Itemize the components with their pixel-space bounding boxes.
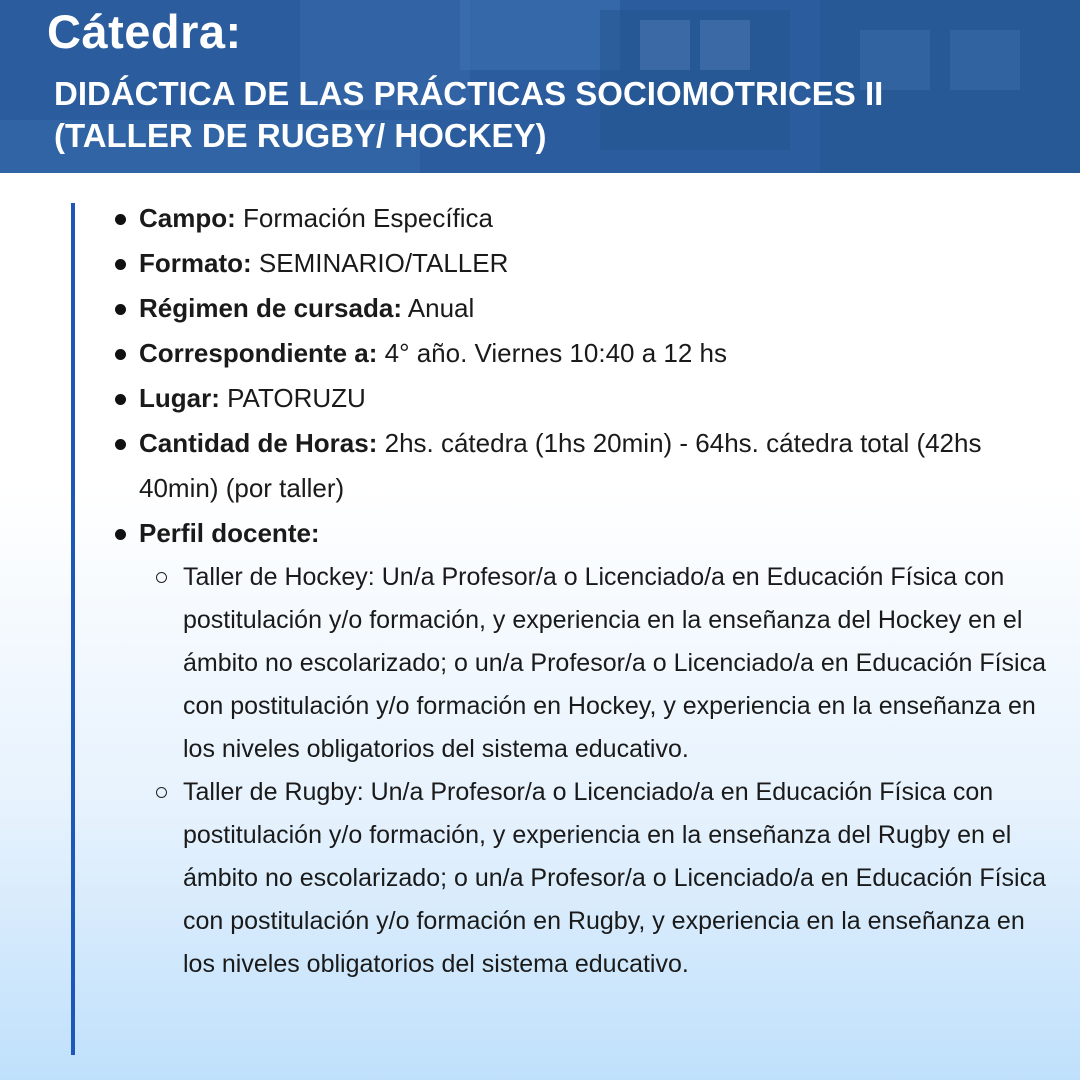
details-list	[112, 196, 1052, 986]
page-title: Cátedra:	[47, 5, 242, 58]
detail-correspondiente: Correspondiente a: 4° año. Viernes 10:40 a 12 hs	[112, 331, 1052, 376]
detail-horas: Cantidad de Horas: 2hs. cátedra (1hs 20min) - 64hs. cátedra total (42hs 40min) (por taller)	[112, 421, 1052, 511]
course-name-line: DIDÁCTICA DE LAS PRÁCTICAS SOCIOMOTRICES II	[54, 75, 884, 112]
detail-lugar: Lugar: PATORUZU	[112, 376, 1052, 421]
vertical-accent-rule	[71, 203, 75, 1055]
header-banner	[0, 0, 1080, 173]
course-details	[112, 196, 1052, 986]
detail-campo: Campo: Formación Específica	[112, 196, 1052, 241]
perfil-list	[139, 556, 1052, 986]
course-name	[54, 73, 883, 157]
perfil-hockey: Taller de Hockey: Un/a Profesor/a o Licenciado/a en Educación Física con postitulación y/o formación, y experiencia en la enseñanza del Hockey en el ámbito no escolarizado; o un/a Profesor/a o Licenciado/a en Educación Física con postitulación y/o formación en Hockey, y experiencia en la enseñanza en los niveles obligatorios del sistema educativo.	[183, 556, 1052, 771]
perfil-rugby: Taller de Rugby: Un/a Profesor/a o Licenciado/a en Educación Física con postitulación y/o formación, y experiencia en la enseñanza del Rugby en el ámbito no escolarizado; o un/a Profesor/a o Licenciado/a en Educación Física con postitulación y/o formación en Rugby, y experiencia en la enseñanza en los niveles obligatorios del sistema educativo.	[183, 771, 1052, 986]
detail-regimen: Régimen de cursada: Anual	[112, 286, 1052, 331]
course-name-line: (TALLER DE RUGBY/ HOCKEY)	[54, 117, 547, 154]
detail-formato: Formato: SEMINARIO/TALLER	[112, 241, 1052, 286]
detail-perfil-docente: Perfil docente: Taller de Hockey: Un/a Profesor/a o Licenciado/a en Educación Física con postitulación y/o formación, y experiencia en la enseñanza del Hockey en el ámbito no escolarizado; o un/a Profesor/a o Licenciado/a en Educación Física con postitulación y/o formación en Hockey, y experiencia en la enseñanza en los niveles obligatorios del sistema educativo. Taller de Rugby: Un/a Profesor/a o Licenciado/a en Educación Física con postitulación y/o formación, y experiencia en la enseñanza del Rugby en el ámbito no escolarizado; o un/a Profesor/a o Licenciado/a en Educación Física con postitulación y/o formación en Rugby, y experiencia en la enseñanza en los niveles obligatorios del sistema educativo.	[112, 511, 1052, 986]
